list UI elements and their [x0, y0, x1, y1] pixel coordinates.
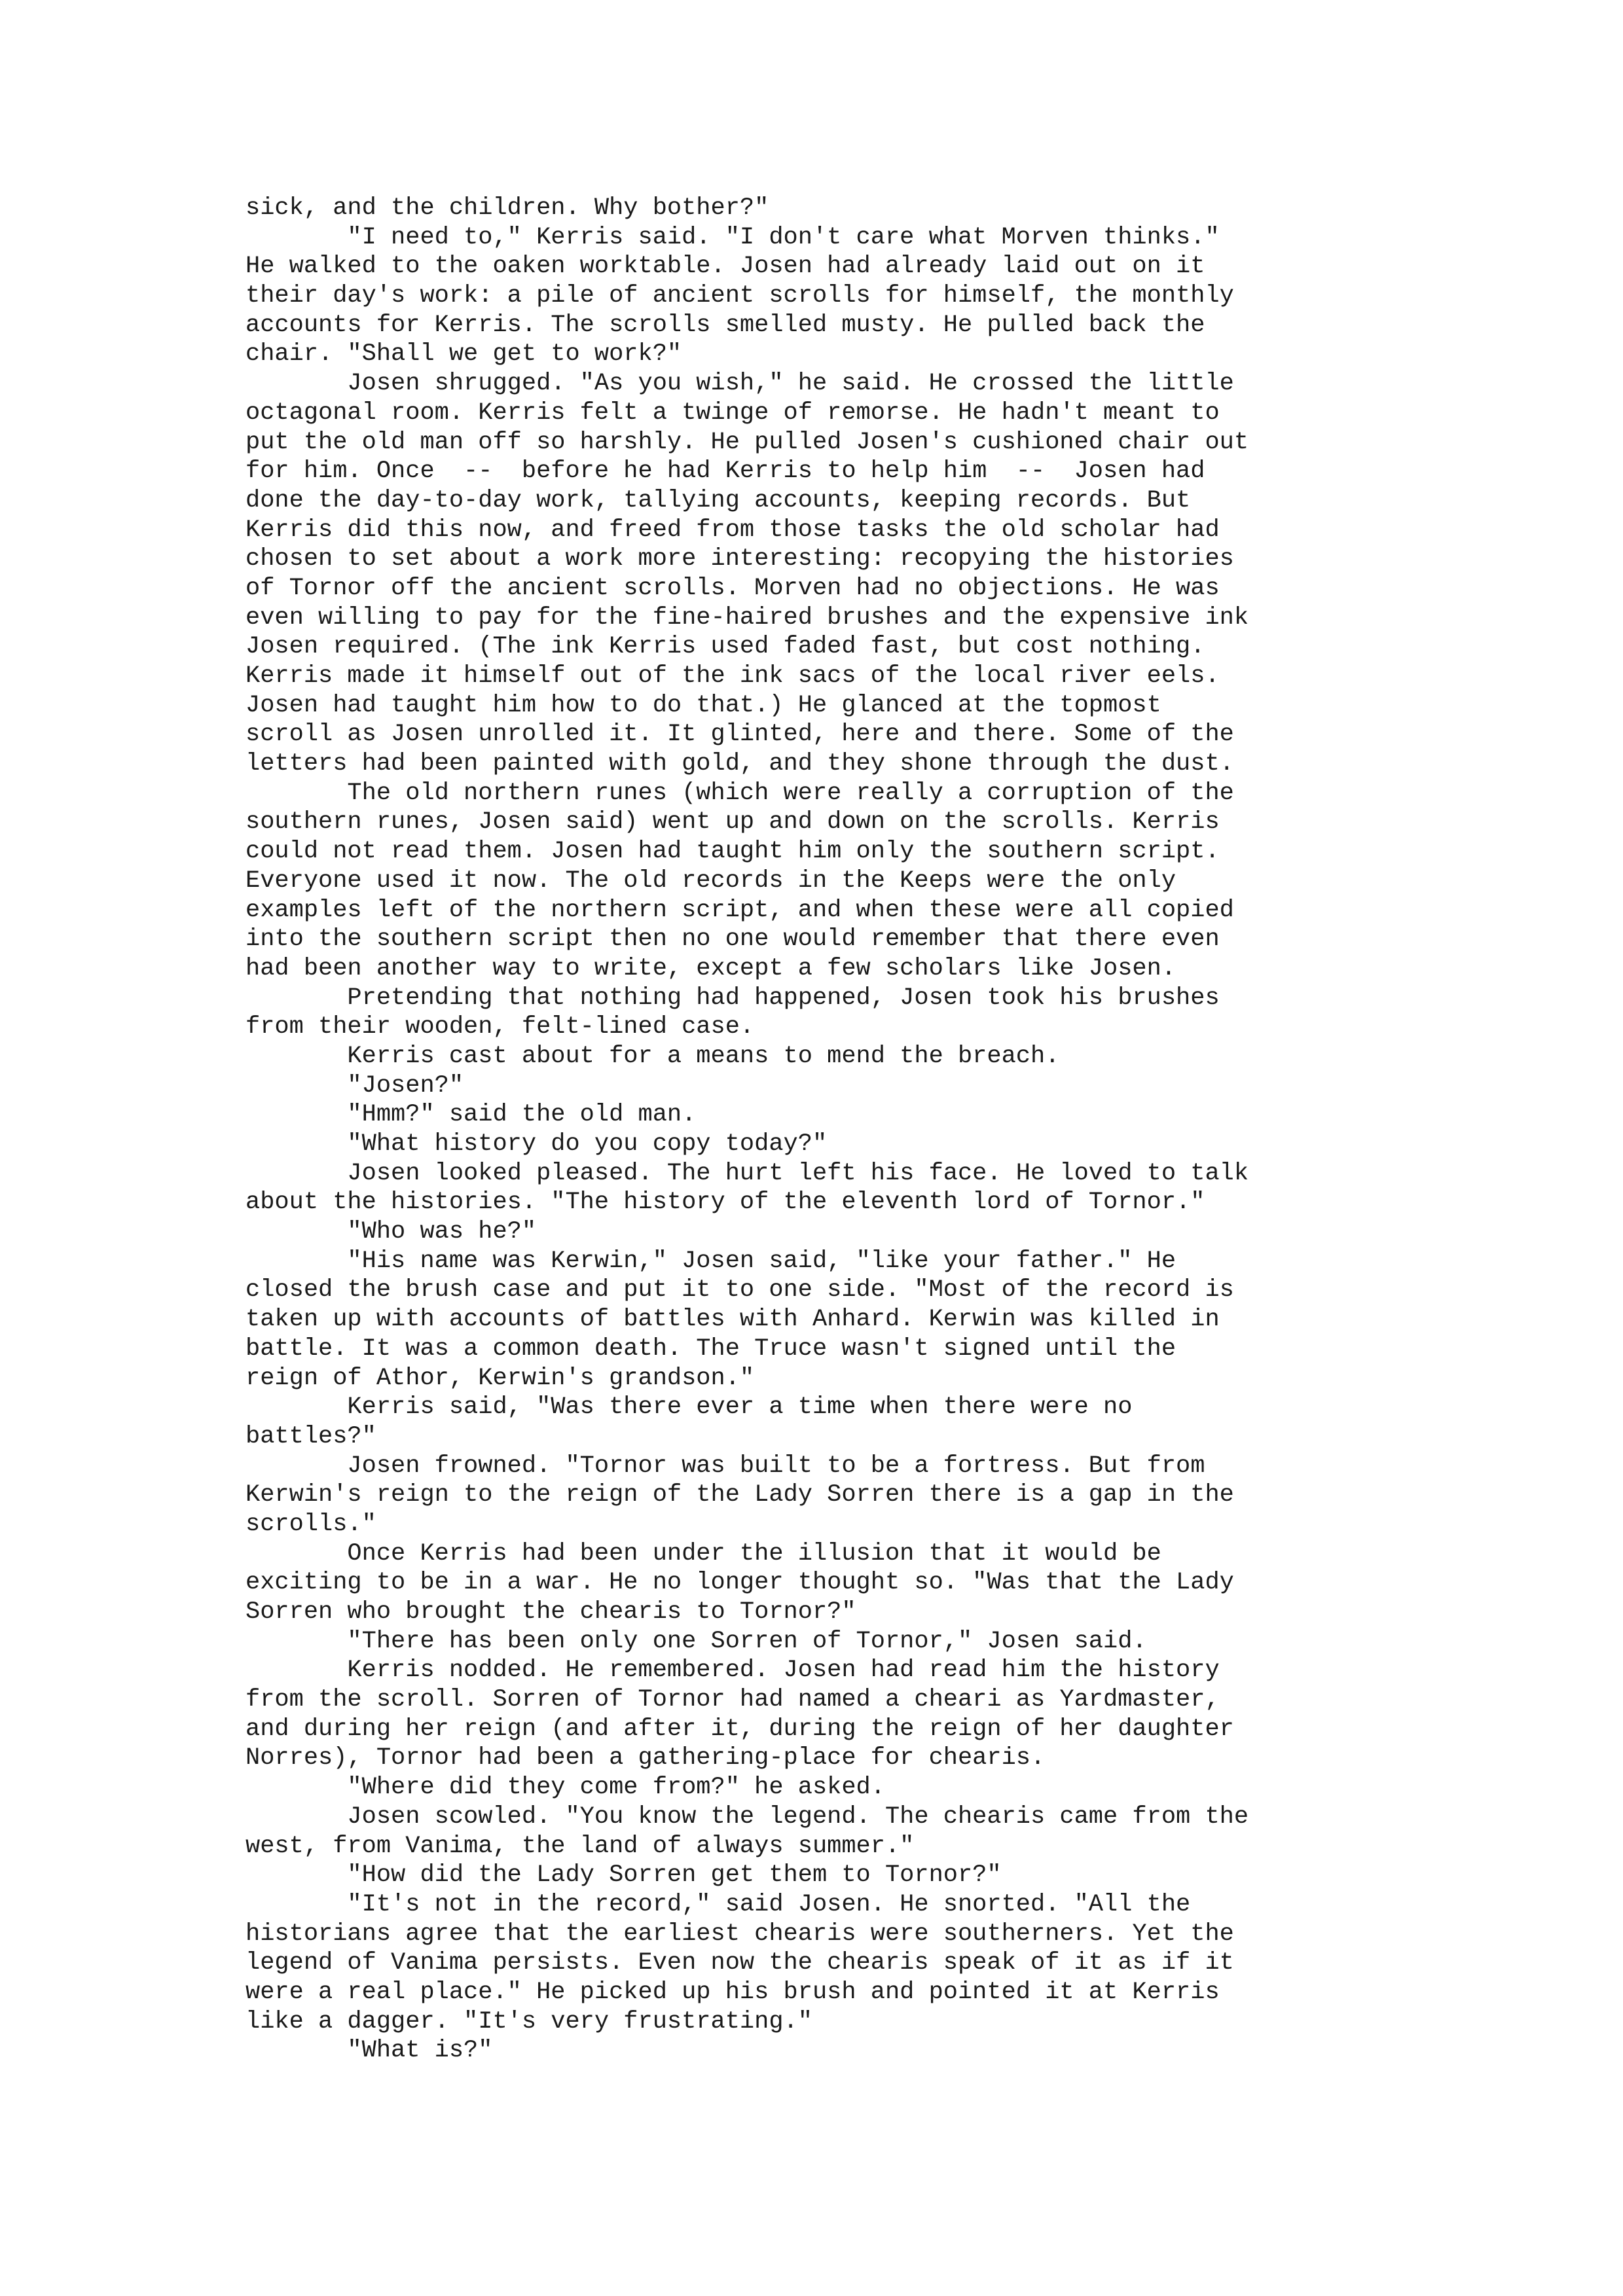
text-line: exciting to be in a war. He no longer thought so. "Was that the Lady	[246, 1569, 1234, 1597]
text-line: and during her reign (and after it, during the reign of her daughter	[246, 1715, 1234, 1743]
text-line: Once Kerris had been under the illusion that it would be	[246, 1539, 1161, 1568]
text-line: octagonal room. Kerris felt a twinge of remorse. He hadn't meant to	[246, 399, 1220, 427]
text-line: Josen frowned. "Tornor was built to be a fortress. But from	[246, 1452, 1205, 1480]
text-line: put the old man off so harshly. He pulled Josen's cushioned chair out	[246, 428, 1249, 456]
text-line: from their wooden, felt-lined case.	[246, 1013, 755, 1041]
text-line: Pretending that nothing had happened, Josen took his brushes	[246, 984, 1220, 1012]
text-line: could not read them. Josen had taught him only the southern script.	[246, 838, 1220, 866]
text-line: Kerwin's reign to the reign of the Lady Sorren there is a gap in the	[246, 1481, 1234, 1509]
text-line: "Where did they come from?" he asked.	[246, 1774, 885, 1802]
text-line: "It's not in the record," said Josen. He snorted. "All the	[246, 1890, 1191, 1918]
text-line: chosen to set about a work more interesting: recopying the histories	[246, 545, 1234, 573]
text-line: about the histories. "The history of the eleventh lord of Tornor."	[246, 1189, 1205, 1217]
text-line: "What is?"	[246, 2037, 493, 2065]
text-line: chair. "Shall we get to work?"	[246, 340, 682, 368]
text-line: The old northern runes (which were really a corruption of the	[246, 779, 1234, 807]
text-line: "I need to," Kerris said. "I don't care what Morven thinks."	[246, 223, 1220, 251]
text-line: Josen shrugged. "As you wish," he said. He crossed the little	[246, 370, 1234, 398]
text-line: Kerris nodded. He remembered. Josen had read him the history	[246, 1657, 1220, 1685]
text-line: He walked to the oaken worktable. Josen had already laid out on it	[246, 253, 1205, 281]
text-line: "There has been only one Sorren of Tornor," Josen said.	[246, 1627, 1147, 1655]
text-line: "How did the Lady Sorren get them to Tornor?"	[246, 1861, 1002, 1890]
text-line: even willing to pay for the fine-haired brushes and the expensive ink	[246, 603, 1249, 632]
text-line: Everyone used it now. The old records in the Keeps were the only	[246, 867, 1176, 895]
text-line: into the southern script then no one would remember that there even	[246, 925, 1220, 954]
text-line: sick, and the children. Why bother?"	[246, 194, 769, 222]
document-body-text	[246, 194, 1398, 2066]
text-line: taken up with accounts of battles with Anhard. Kerwin was killed in	[246, 1306, 1220, 1334]
text-line: Sorren who brought the chearis to Tornor?"	[246, 1598, 856, 1626]
text-line: like a dagger. "It's very frustrating."	[246, 2007, 812, 2036]
text-line: Kerris said, "Was there ever a time when there were no	[246, 1393, 1133, 1422]
text-line: "Who was he?"	[246, 1218, 537, 1246]
text-line: battle. It was a common death. The Truce wasn't signed until the	[246, 1335, 1176, 1363]
text-line: done the day-to-day work, tallying accounts, keeping records. But	[246, 486, 1191, 514]
text-line: "His name was Kerwin," Josen said, "like your father." He	[246, 1247, 1176, 1275]
text-line: legend of Vanima persists. Even now the chearis speak of it as if it	[246, 1949, 1234, 1977]
text-line: scrolls."	[246, 1510, 376, 1538]
text-line: closed the brush case and put it to one side. "Most of the record is	[246, 1276, 1234, 1304]
text-line: had been another way to write, except a few scholars like Josen.	[246, 954, 1176, 982]
text-line: "Josen?"	[246, 1071, 464, 1100]
text-line: battles?"	[246, 1422, 376, 1450]
text-line: Josen looked pleased. The hurt left his face. He loved to talk	[246, 1159, 1249, 1187]
text-line: of Tornor off the ancient scrolls. Morven had no objections. He was	[246, 574, 1220, 602]
text-line: Kerris made it himself out of the ink sacs of the local river eels.	[246, 662, 1220, 690]
text-line: Josen had taught him how to do that.) He glanced at the topmost	[246, 691, 1161, 719]
text-line: from the scroll. Sorren of Tornor had named a cheari as Yardmaster,	[246, 1686, 1220, 1714]
text-line: west, from Vanima, the land of always summer."	[246, 1832, 915, 1860]
text-line: were a real place." He picked up his brush and pointed it at Kerris	[246, 1978, 1220, 2006]
text-line: their day's work: a pile of ancient scrolls for himself, the monthly	[246, 282, 1234, 310]
text-line: scroll as Josen unrolled it. It glinted, here and there. Some of the	[246, 721, 1234, 749]
text-line: historians agree that the earliest chearis were southerners. Yet the	[246, 1920, 1234, 1948]
text-line: Norres), Tornor had been a gathering-place for chearis.	[246, 1744, 1046, 1772]
text-line: for him. Once -- before he had Kerris to help him -- Josen had	[246, 457, 1205, 486]
text-line: Kerris cast about for a means to mend the breach.	[246, 1042, 1060, 1070]
text-line: "Hmm?" said the old man.	[246, 1101, 697, 1129]
text-line: letters had been painted with gold, and they shone through the dust.	[246, 750, 1234, 778]
text-line: reign of Athor, Kerwin's grandson."	[246, 1364, 755, 1392]
text-line: Josen scowled. "You know the legend. The chearis came from the	[246, 1803, 1249, 1831]
text-line: Kerris did this now, and freed from those tasks the old scholar had	[246, 516, 1220, 544]
text-line: "What history do you copy today?"	[246, 1130, 828, 1158]
text-line: accounts for Kerris. The scrolls smelled musty. He pulled back the	[246, 311, 1205, 339]
text-line: examples left of the northern script, and when these were all copied	[246, 896, 1234, 924]
text-line: southern runes, Josen said) went up and down on the scrolls. Kerris	[246, 808, 1220, 836]
text-line: Josen required. (The ink Kerris used faded fast, but cost nothing.	[246, 633, 1205, 661]
